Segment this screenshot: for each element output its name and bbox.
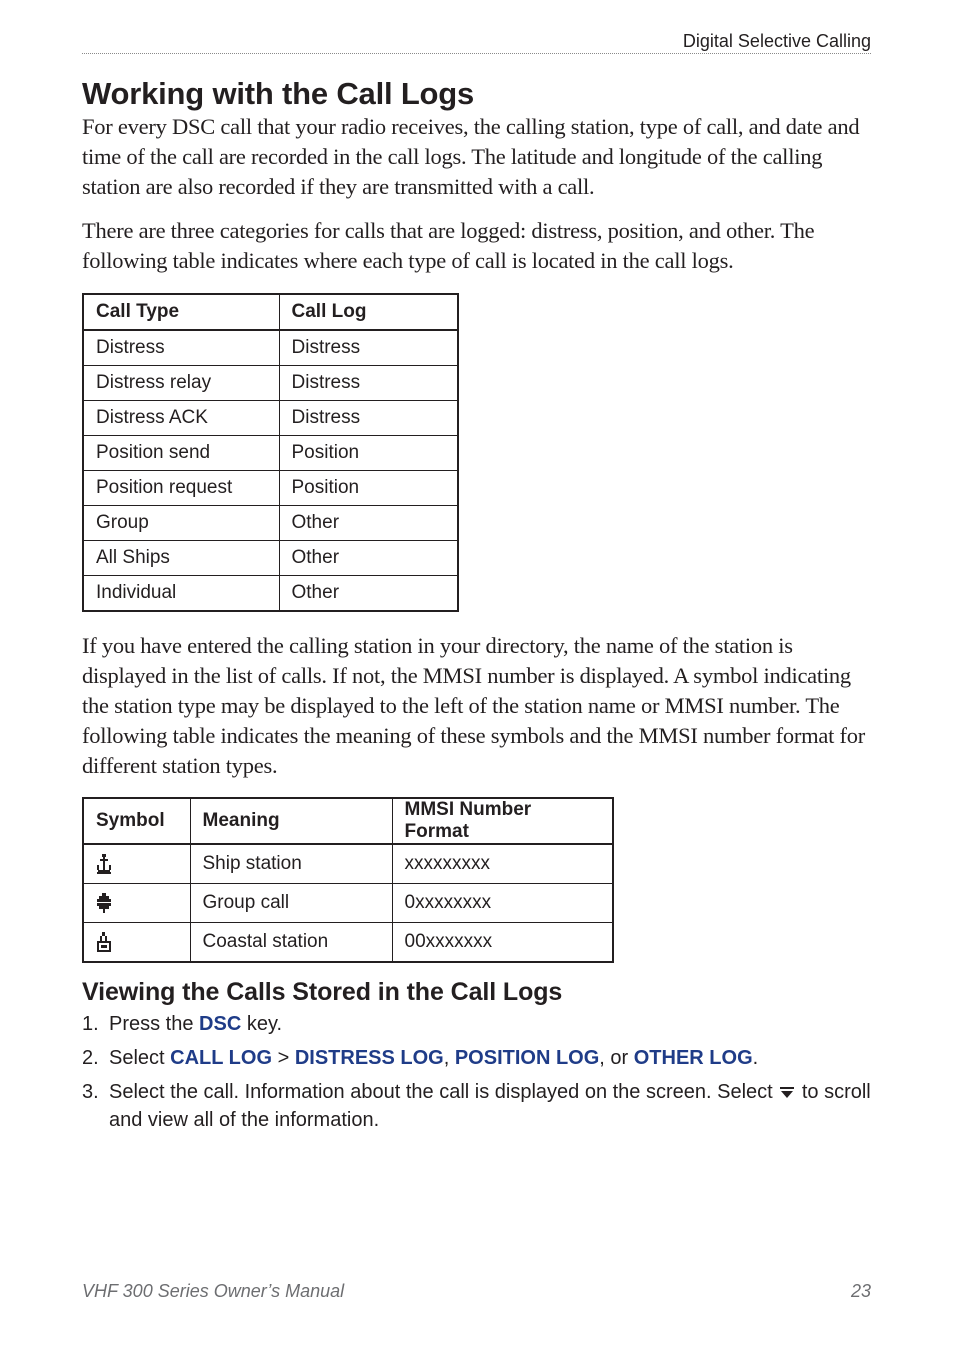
categories-paragraph: There are three categories for calls that are logged: distress, position, and other. The following table indicates where each type of call is located in the call logs. (82, 218, 815, 273)
list-item (82, 1044, 874, 1072)
step-separator: , or (599, 1047, 634, 1069)
symbol-cell (83, 844, 190, 884)
call-log-cell: Other (279, 506, 458, 541)
table-header-row (83, 294, 458, 330)
symbol-cell (83, 923, 190, 963)
other-log-label: OTHER LOG (633, 1047, 753, 1069)
call-log-cell: Other (279, 541, 458, 576)
page-title: Working with the Call Logs (82, 76, 475, 111)
call-type-cell: All Ships (83, 541, 279, 576)
table-row (83, 576, 458, 612)
step-number: 2. (82, 1047, 99, 1069)
table-row (83, 506, 458, 541)
list-item (82, 1010, 874, 1038)
call-type-cell: Position request (83, 471, 279, 506)
column-header: Call Log (279, 294, 458, 330)
page-number: 23 (850, 1281, 871, 1301)
step-separator: > (272, 1047, 295, 1069)
table-row (83, 436, 458, 471)
call-log-table (82, 293, 459, 612)
meaning-cell: Coastal station (190, 923, 392, 963)
dsc-key-label: DSC (199, 1013, 242, 1035)
steps-list (82, 1010, 874, 1140)
mmsi-format-cell: 0xxxxxxxx (392, 884, 613, 923)
call-log-cell: Distress (279, 330, 458, 366)
step-number: 1. (82, 1013, 99, 1035)
call-type-cell: Group (83, 506, 279, 541)
call-type-cell: Distress ACK (83, 401, 279, 436)
meaning-cell: Ship station (190, 844, 392, 884)
distress-log-label: DISTRESS LOG (294, 1047, 444, 1069)
column-header: Meaning (190, 798, 392, 844)
call-log-cell: Position (279, 471, 458, 506)
table-row (83, 844, 613, 884)
running-header: Digital Selective Calling (682, 31, 871, 51)
call-type-cell: Position send (83, 436, 279, 471)
table-row (83, 923, 613, 963)
table-row (83, 471, 458, 506)
footer-manual-title: VHF 300 Series Owner’s Manual (82, 1281, 345, 1301)
header-divider (82, 53, 871, 54)
column-header: Symbol (83, 798, 190, 844)
step-text: key. (241, 1013, 283, 1035)
list-item (82, 1078, 874, 1134)
step-text: to scroll and view all of the information. (109, 1081, 871, 1131)
intro-paragraph: For every DSC call that your radio receives, the calling station, type of call, and date and time of the call are recorded in the call logs. The latitude and longitude of the calling station are also recorded if they are transmitted with a call. (82, 114, 860, 199)
step-text: Press the (109, 1013, 200, 1035)
call-log-cell: Position (279, 436, 458, 471)
call-type-cell: Individual (83, 576, 279, 612)
table-row (83, 330, 458, 366)
table-row (83, 366, 458, 401)
table-row (83, 541, 458, 576)
group-call-icon (96, 893, 112, 913)
position-log-label: POSITION LOG (454, 1047, 600, 1069)
call-log-cell: Distress (279, 401, 458, 436)
coastal-station-icon (96, 932, 112, 952)
table-row (83, 884, 613, 923)
station-symbol-table (82, 797, 614, 963)
column-header: MMSI Number Format (392, 798, 613, 844)
symbol-cell (83, 884, 190, 923)
call-type-cell: Distress relay (83, 366, 279, 401)
scroll-down-icon (780, 1087, 794, 1099)
step-text: . (752, 1047, 759, 1069)
step-separator: , (443, 1047, 455, 1069)
call-type-cell: Distress (83, 330, 279, 366)
symbols-paragraph: If you have entered the calling station in your directory, the name of the station is displayed in the list of calls. If not, the MMSI number is displayed. A symbol indicating the station type may be displayed to the left of the station name or MMSI number. The following table indicates the meaning of these symbols and the MMSI number format for different station types. (82, 633, 865, 778)
table-header-row (83, 798, 613, 844)
step-text: Select the call. Information about the call is displayed on the screen. Select (109, 1081, 779, 1103)
call-log-cell: Other (279, 576, 458, 612)
table-row (83, 401, 458, 436)
section-subheading: Viewing the Calls Stored in the Call Logs (82, 978, 563, 1006)
call-log-cell: Distress (279, 366, 458, 401)
step-text: Select (109, 1047, 171, 1069)
mmsi-format-cell: xxxxxxxxx (392, 844, 613, 884)
meaning-cell: Group call (190, 884, 392, 923)
column-header: Call Type (83, 294, 279, 330)
mmsi-format-cell: 00xxxxxxx (392, 923, 613, 963)
step-number: 3. (82, 1081, 99, 1103)
ship-anchor-icon (96, 854, 112, 874)
call-log-label: CALL LOG (170, 1047, 273, 1069)
